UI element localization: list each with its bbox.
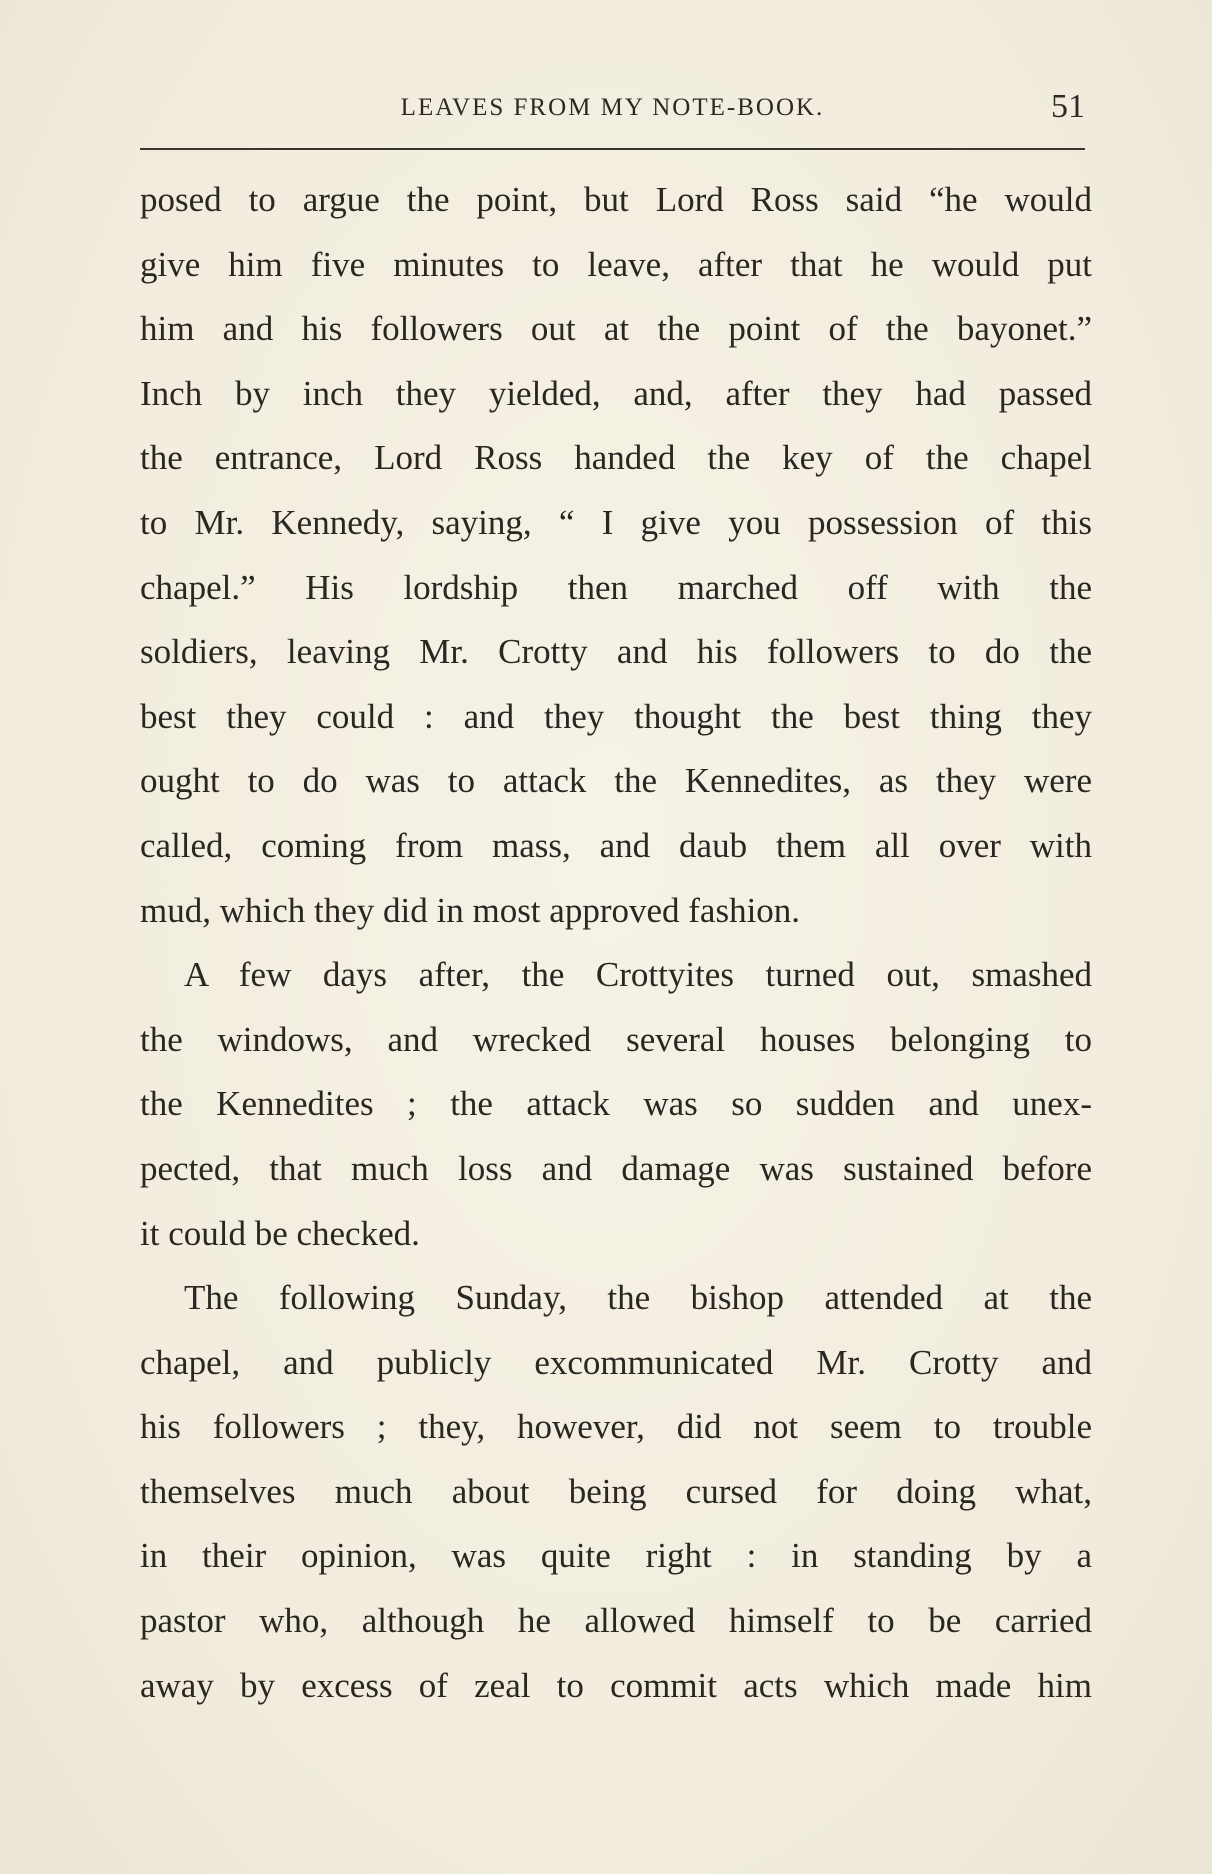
running-title: LEAVES FROM MY NOTE-BOOK. [400,94,825,121]
text-line: his followers ; they, however, did not seem to trouble [140,1407,1092,1447]
text-line: posed to argue the point, but Lord Ross said “he would [140,180,1092,219]
paragraph-start-line: The following Sunday, the bishop attended at the [184,1278,1092,1318]
paragraph-end-line: mud, which they did in most approved fashion. [140,890,801,930]
text-line: in their opinion, was quite right : in standing by a [140,1536,1092,1576]
text-line: chapel.” His lordship then marched off with the [140,567,1092,607]
text-line: called, coming from mass, and daub them all over with [140,825,1092,865]
text-line: best they could : and they thought the best thing they [140,696,1092,736]
running-head [140,88,1085,128]
text-line: the entrance, Lord Ross handed the key of the chapel [140,438,1092,478]
text-line: away by excess of zeal to commit acts which made him [140,1665,1092,1705]
header-rule [140,148,1085,150]
text-line: soldiers, leaving Mr. Crotty and his followers to do the [140,632,1092,672]
page-number: 51 [1051,88,1085,125]
text-line: chapel, and publicly excommunicated Mr. Crotty and [140,1342,1092,1382]
text-line: Inch by inch they yielded, and, after they had passed [140,373,1092,413]
paragraph-end-line: it could be checked. [140,1213,420,1253]
text-line: ought to do was to attack the Kennedites, as they were [140,761,1092,801]
text-line: give him five minutes to leave, after that he would put [140,244,1092,284]
text-line: pastor who, although he allowed himself to be carried [140,1601,1092,1641]
body-text [140,168,1092,1718]
text-line: themselves much about being cursed for doing what, [140,1471,1092,1511]
text-line: the Kennedites ; the attack was so sudden and unex- [140,1084,1092,1124]
text-line: the windows, and wrecked several houses belonging to [140,1019,1092,1059]
paragraph-start-line: A few days after, the Crottyites turned out, smashed [184,955,1092,995]
text-line: to Mr. Kennedy, saying, “ I give you possession of this [140,502,1092,542]
text-line: him and his followers out at the point of the bayonet.” [140,309,1092,349]
text-line: pected, that much loss and damage was sustained before [140,1148,1092,1188]
